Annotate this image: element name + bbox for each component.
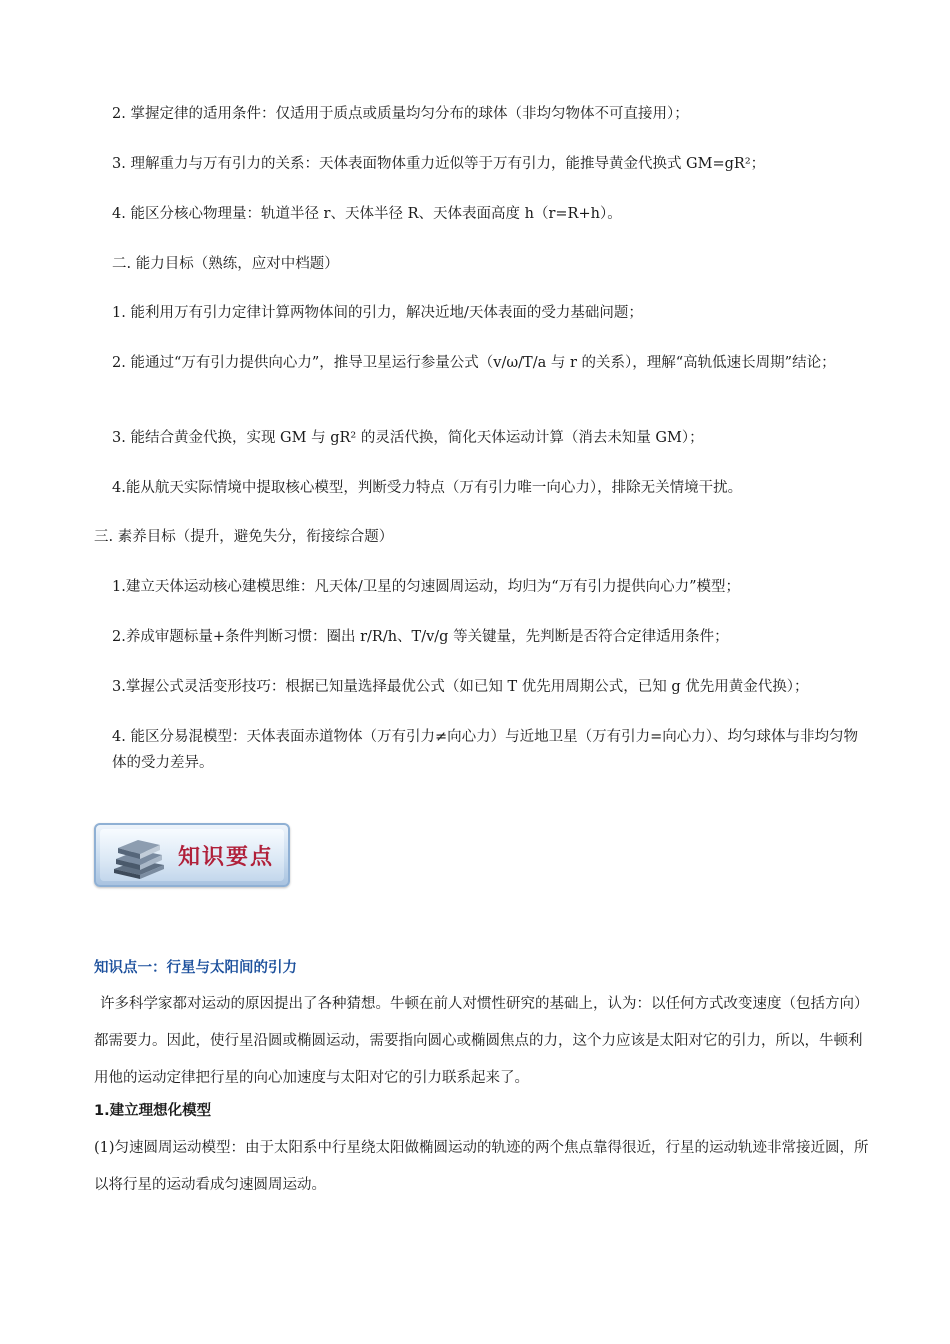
- literacy-item-3: 3.掌握公式灵活变形技巧：根据已知量选择最优公式（如已知 T 优先用周期公式，已知 g 优先用黄金代换）；: [112, 679, 809, 695]
- literacy-item-4: 4. 能区分易混模型：天体表面赤道物体（万有引力≠向心力）与近地卫星（万有引力=向心力）、均匀球体与非均匀物体的受力差异。: [112, 729, 858, 771]
- banner-title: 知识要点: [178, 845, 275, 870]
- model-uniform-circular: (1)匀速圆周运动模型：由于太阳系中行星绕太阳做椭圆运动的轨迹的两个焦点靠得很近，行星的运动轨迹非常接近圆，所以将行星的运动看成匀速圆周运动。: [94, 1140, 869, 1193]
- knowledge-banner: [94, 823, 290, 887]
- literacy-heading: 三. 素养目标（提升，避免失分，衔接综合题）: [94, 529, 394, 545]
- model-subheading: 1.建立理想化模型: [94, 1103, 212, 1119]
- knowledge-goal-2: 2. 掌握定律的适用条件：仅适用于质点或质量均匀分布的球体（非均匀物体不可直接用）；: [112, 106, 689, 122]
- ability-item-3: 3. 能结合黄金代换，实现 GM 与 gR² 的灵活代换，简化天体运动计算（消去未知量 GM）；: [112, 430, 704, 446]
- literacy-item-1: 1.建立天体运动核心建模思维：凡天体/卫星的匀速圆周运动，均归为“万有引力提供向心力”模型；: [112, 579, 741, 595]
- knowledge-point-heading: 知识点一：行星与太阳间的引力: [94, 960, 297, 976]
- knowledge-point-intro: 许多科学家都对运动的原因提出了各种猜想。牛顿在前人对惯性研究的基础上，认为：以任何方式改变速度（包括方向）都需要力。因此，使行星沿圆或椭圆运动，需要指向圆心或椭圆焦点的力，这个力应该是太阳对它的引力，所以，牛顿利用他的运动定律把行星的向心加速度与太阳对它的引力联系起来了。: [94, 996, 869, 1086]
- ability-item-1: 1. 能利用万有引力定律计算两物体间的引力，解决近地/天体表面的受力基础问题；: [112, 305, 643, 321]
- ability-item-4: 4.能从航天实际情境中提取核心模型，判断受力特点（万有引力唯一向心力），排除无关情境干扰。: [112, 480, 743, 496]
- books-icon: [110, 835, 168, 881]
- knowledge-goal-4: 4. 能区分核心物理量：轨道半径 r、天体半径 R、天体表面高度 h（r=R+h）。: [112, 206, 622, 222]
- literacy-item-2: 2.养成审题标量+条件判断习惯：圈出 r/R/h、T/v/g 等关键量，先判断是否符合定律适用条件；: [112, 629, 729, 645]
- ability-item-2: 2. 能通过“万有引力提供向心力”，推导卫星运行参量公式（v/ω/T/a 与 r 的关系），理解“高轨低速长周期”结论；: [112, 355, 836, 371]
- ability-heading: 二. 能力目标（熟练，应对中档题）: [112, 256, 339, 272]
- knowledge-goal-3: 3. 理解重力与万有引力的关系：天体表面物体重力近似等于万有引力，能推导黄金代换式 GM=gR²；: [112, 156, 766, 172]
